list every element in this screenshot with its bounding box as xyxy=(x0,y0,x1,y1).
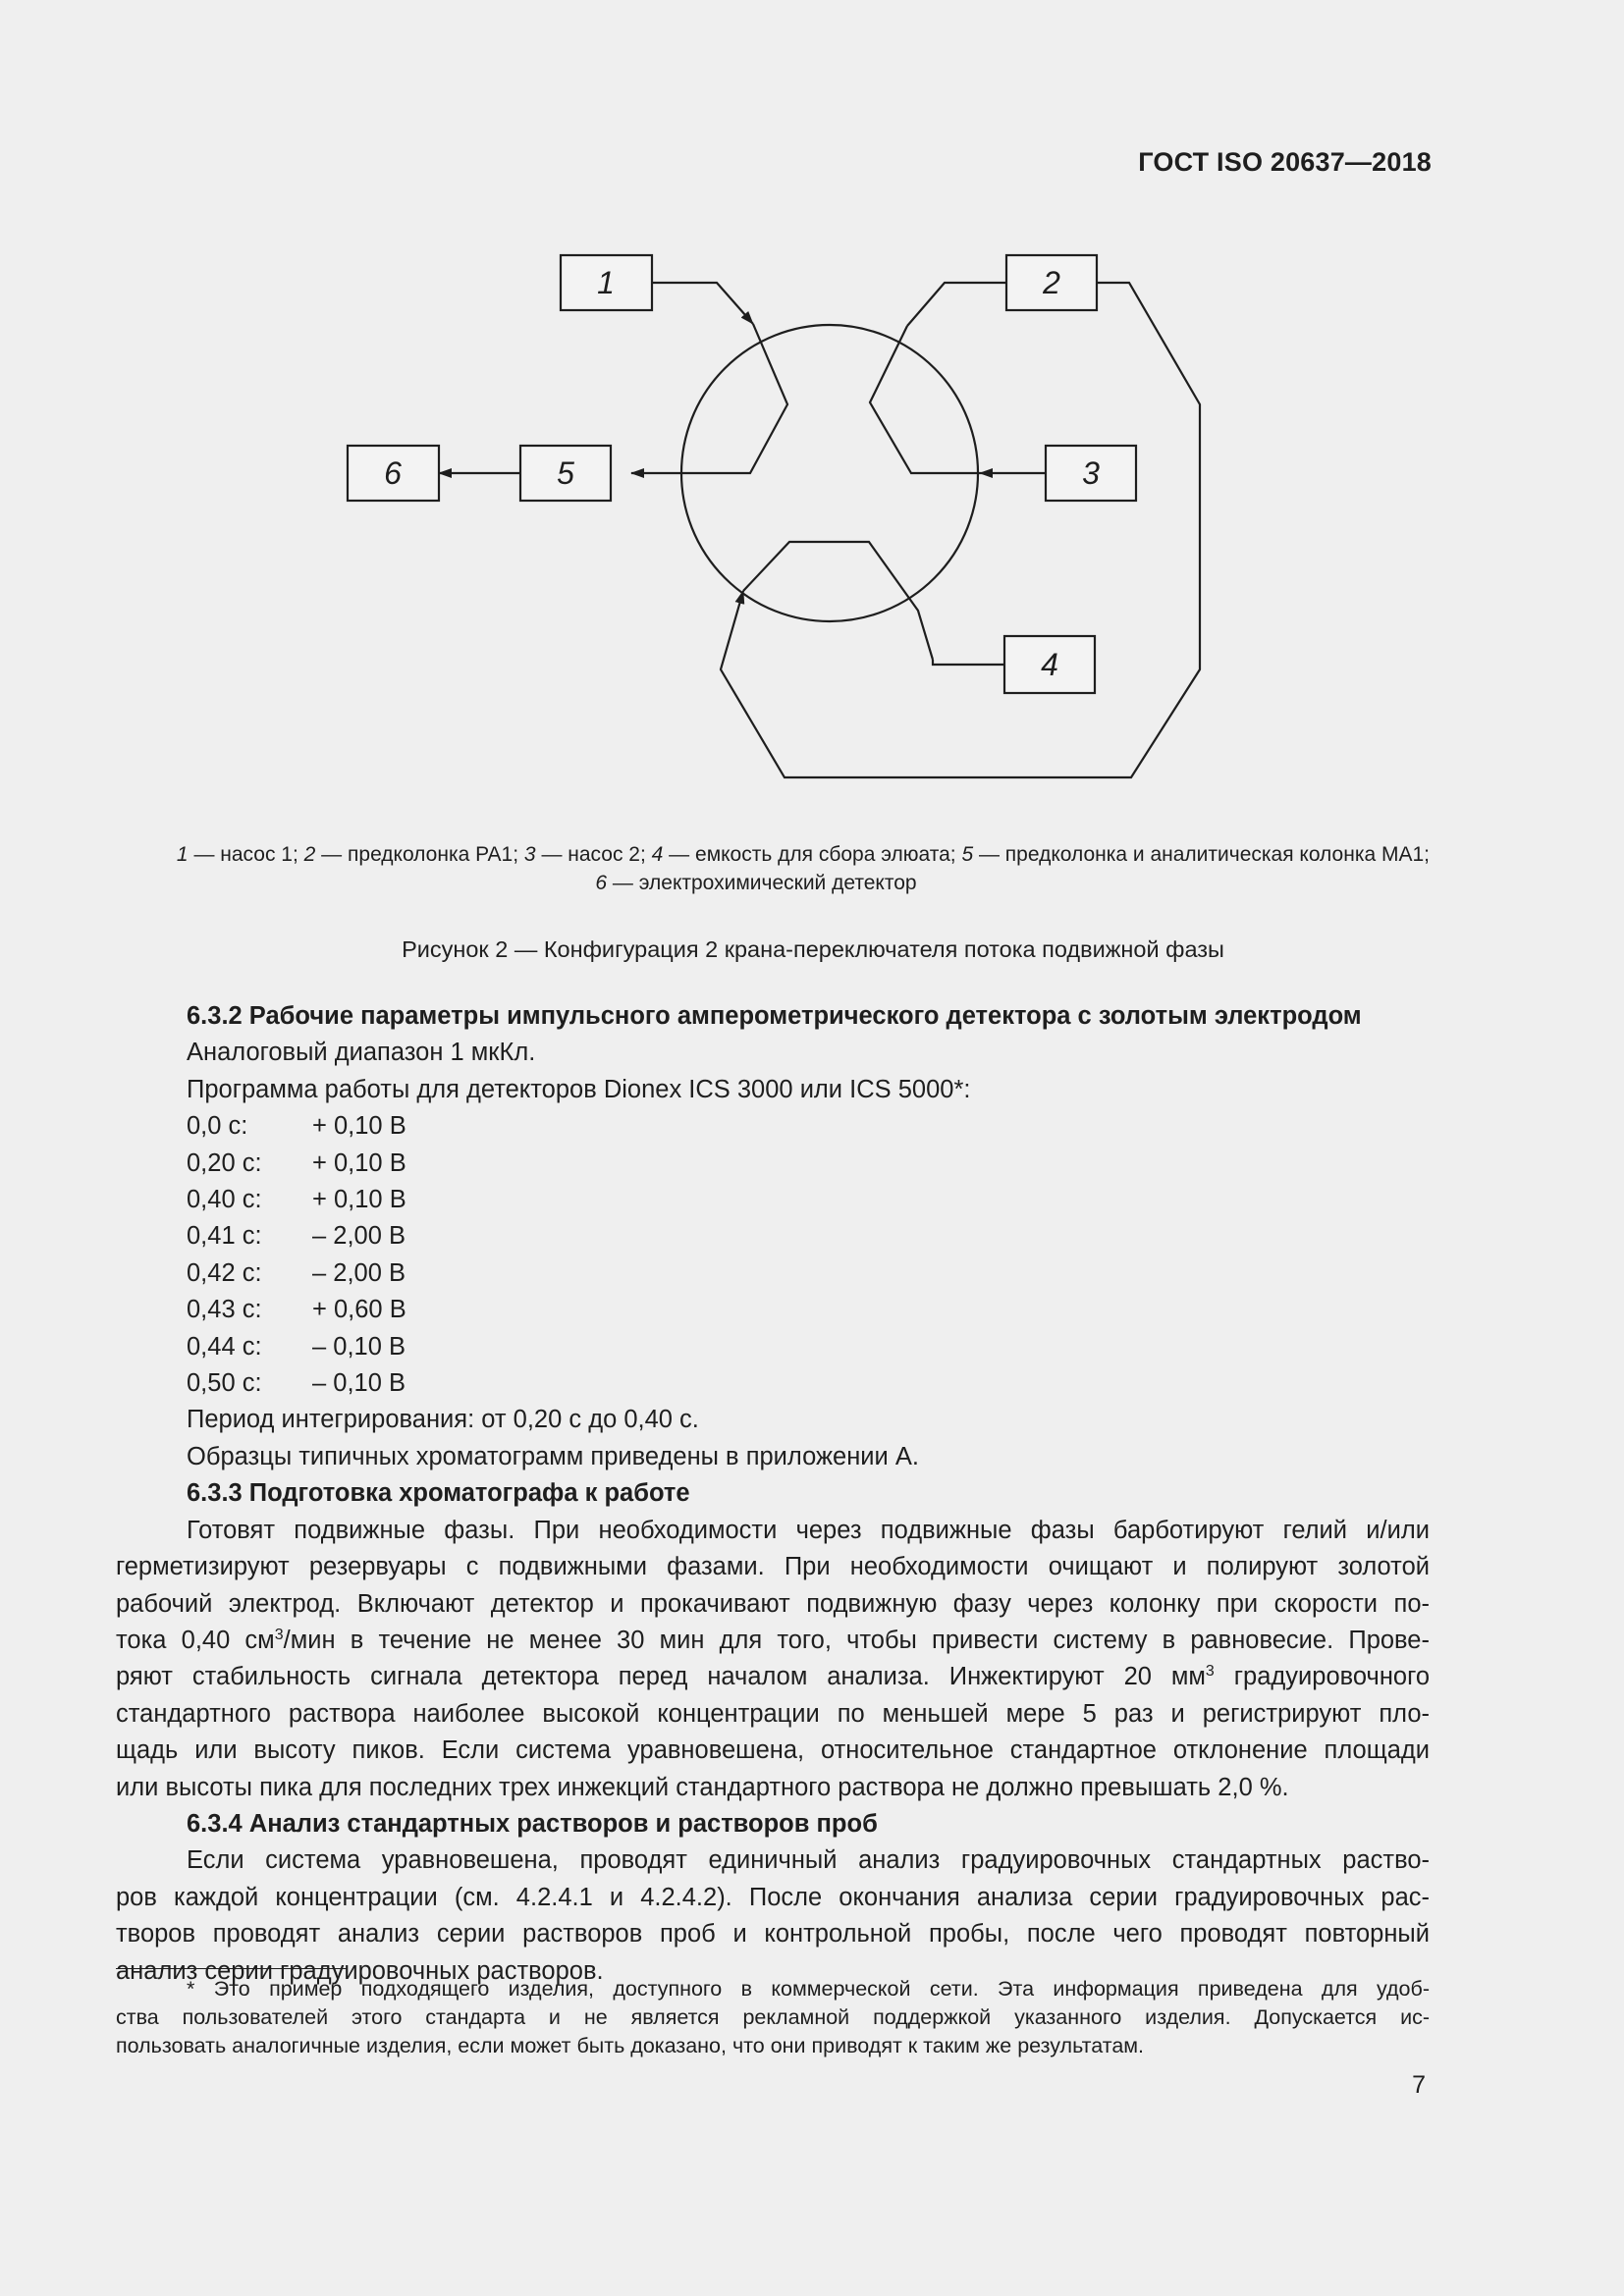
analog-range: Аналоговый диапазон 1 мкКл. xyxy=(187,1039,536,1067)
program-row: 0,42 с: – 2,00 В xyxy=(187,1258,406,1287)
program-row: 0,0 с: + 0,10 В xyxy=(187,1112,406,1141)
program-row: 0,40 с: + 0,10 В xyxy=(187,1186,406,1214)
footnote: * Это пример подходящего изделия, доступного в коммерческой сети. Эта информация приведена для удоб- ства пользователей этого стандарта и не является рекламной поддержкой указанного изделия. Допускается ис- пользовать аналогичные изделия, если может быть доказано, что они приводят к таким же результатам. xyxy=(116,1977,1430,2057)
section-6-3-4-text: Если система уравновешена, проводят единичный анализ градуировочных стандартных раство- ров каждой концентрации (см. 4.2.4.1 и 4.2.4.2). После окончания анализа серии градуировочных рас- творов проводят анализ серии растворов проб и контрольной пробы, после чего проводят повторный анализ серии градуировочных растворов. xyxy=(116,1846,1430,1985)
section-6-3-2-title: 6.3.2 Рабочие параметры импульсного амперометрического детектора с золотым электродом xyxy=(187,1002,1362,1030)
program-row: 0,43 с: + 0,60 В xyxy=(187,1296,406,1324)
node-label-5: 5 xyxy=(557,455,574,491)
figure-caption: Рисунок 2 — Конфигурация 2 крана-переключателя потока подвижной фазы xyxy=(402,936,1224,962)
figure-legend xyxy=(116,840,1430,897)
node-label-3: 3 xyxy=(1082,455,1100,491)
program-row: 0,50 с: – 0,10 В xyxy=(187,1369,406,1398)
section-6-3-3-text: Готовят подвижные фазы. При необходимости через подвижные фазы барботируют гелий и/или герметизируют резервуары с подвижными фазами. При необходимости очищают и полируют золотой рабочий электрод. Включают детектор и прокачивают подвижную фазу через колонку при скорости по- тока 0,40 $см^3$/мин в течение не менее 30 мин для того, чтобы привести систему в равновесие. Прове- ряют стабильность сигнала детектора перед началом анализа. Инжектируют 20 $мм^3$ градуировочного стандартного раствора наиболее высокой концентрации по меньшей мере 5 раз и регистрируют пло- щадь или высоту пиков. Если система уравновешена, относительное стандартное отклонение площади или высоты пика для последних трех инжекций стандартного раствора не должно превышать 2,0 %. xyxy=(116,1516,1431,1801)
section-6-3-3-title: 6.3.3 Подготовка хроматографа к работе xyxy=(187,1479,690,1508)
valve-diagram xyxy=(0,0,1624,883)
channel-2-3 xyxy=(870,326,980,473)
external-loop xyxy=(721,283,1200,777)
document-body xyxy=(116,998,1430,1990)
node-label-2: 2 xyxy=(1043,265,1060,300)
chromatogram-samples: Образцы типичных хроматограмм приведены в приложении А. xyxy=(187,1442,919,1470)
line-4-out xyxy=(933,660,1004,665)
legend-line-1: 1 — насос 1; 2 — предколонка PA1; 3 — насос 2; 4 — емкость для сбора элюата; 5 — предколонка и аналитическая колонка MA1; xyxy=(176,843,1430,866)
program-intro: Программа работы для детекторов Dionex ICS 3000 или ICS 5000*: xyxy=(187,1075,971,1103)
line-1-in xyxy=(652,283,753,324)
node-label-6: 6 xyxy=(384,455,402,491)
program-row: 0,20 с: + 0,10 В xyxy=(187,1148,406,1177)
integration-period: Период интегрирования: от 0,20 с до 0,40 с. xyxy=(187,1406,699,1434)
channel-1-5 xyxy=(631,324,787,473)
legend-line-2: 6 — электрохимический детектор xyxy=(595,872,917,894)
node-label-1: 1 xyxy=(597,265,615,300)
node-label-4: 4 xyxy=(1041,647,1058,682)
section-6-3-4-title: 6.3.4 Анализ стандартных растворов и растворов проб xyxy=(187,1809,878,1838)
program-row: 0,41 с: – 2,00 В xyxy=(187,1222,406,1251)
line-2-out xyxy=(907,283,1006,326)
footnote-divider xyxy=(116,1968,348,1969)
program-table xyxy=(116,1108,1430,1402)
program-row: 0,44 с: – 0,10 В xyxy=(187,1332,406,1361)
standard-header: ГОСТ ISO 20637—2018 xyxy=(1138,147,1432,177)
page-number: 7 xyxy=(1412,2071,1426,2099)
